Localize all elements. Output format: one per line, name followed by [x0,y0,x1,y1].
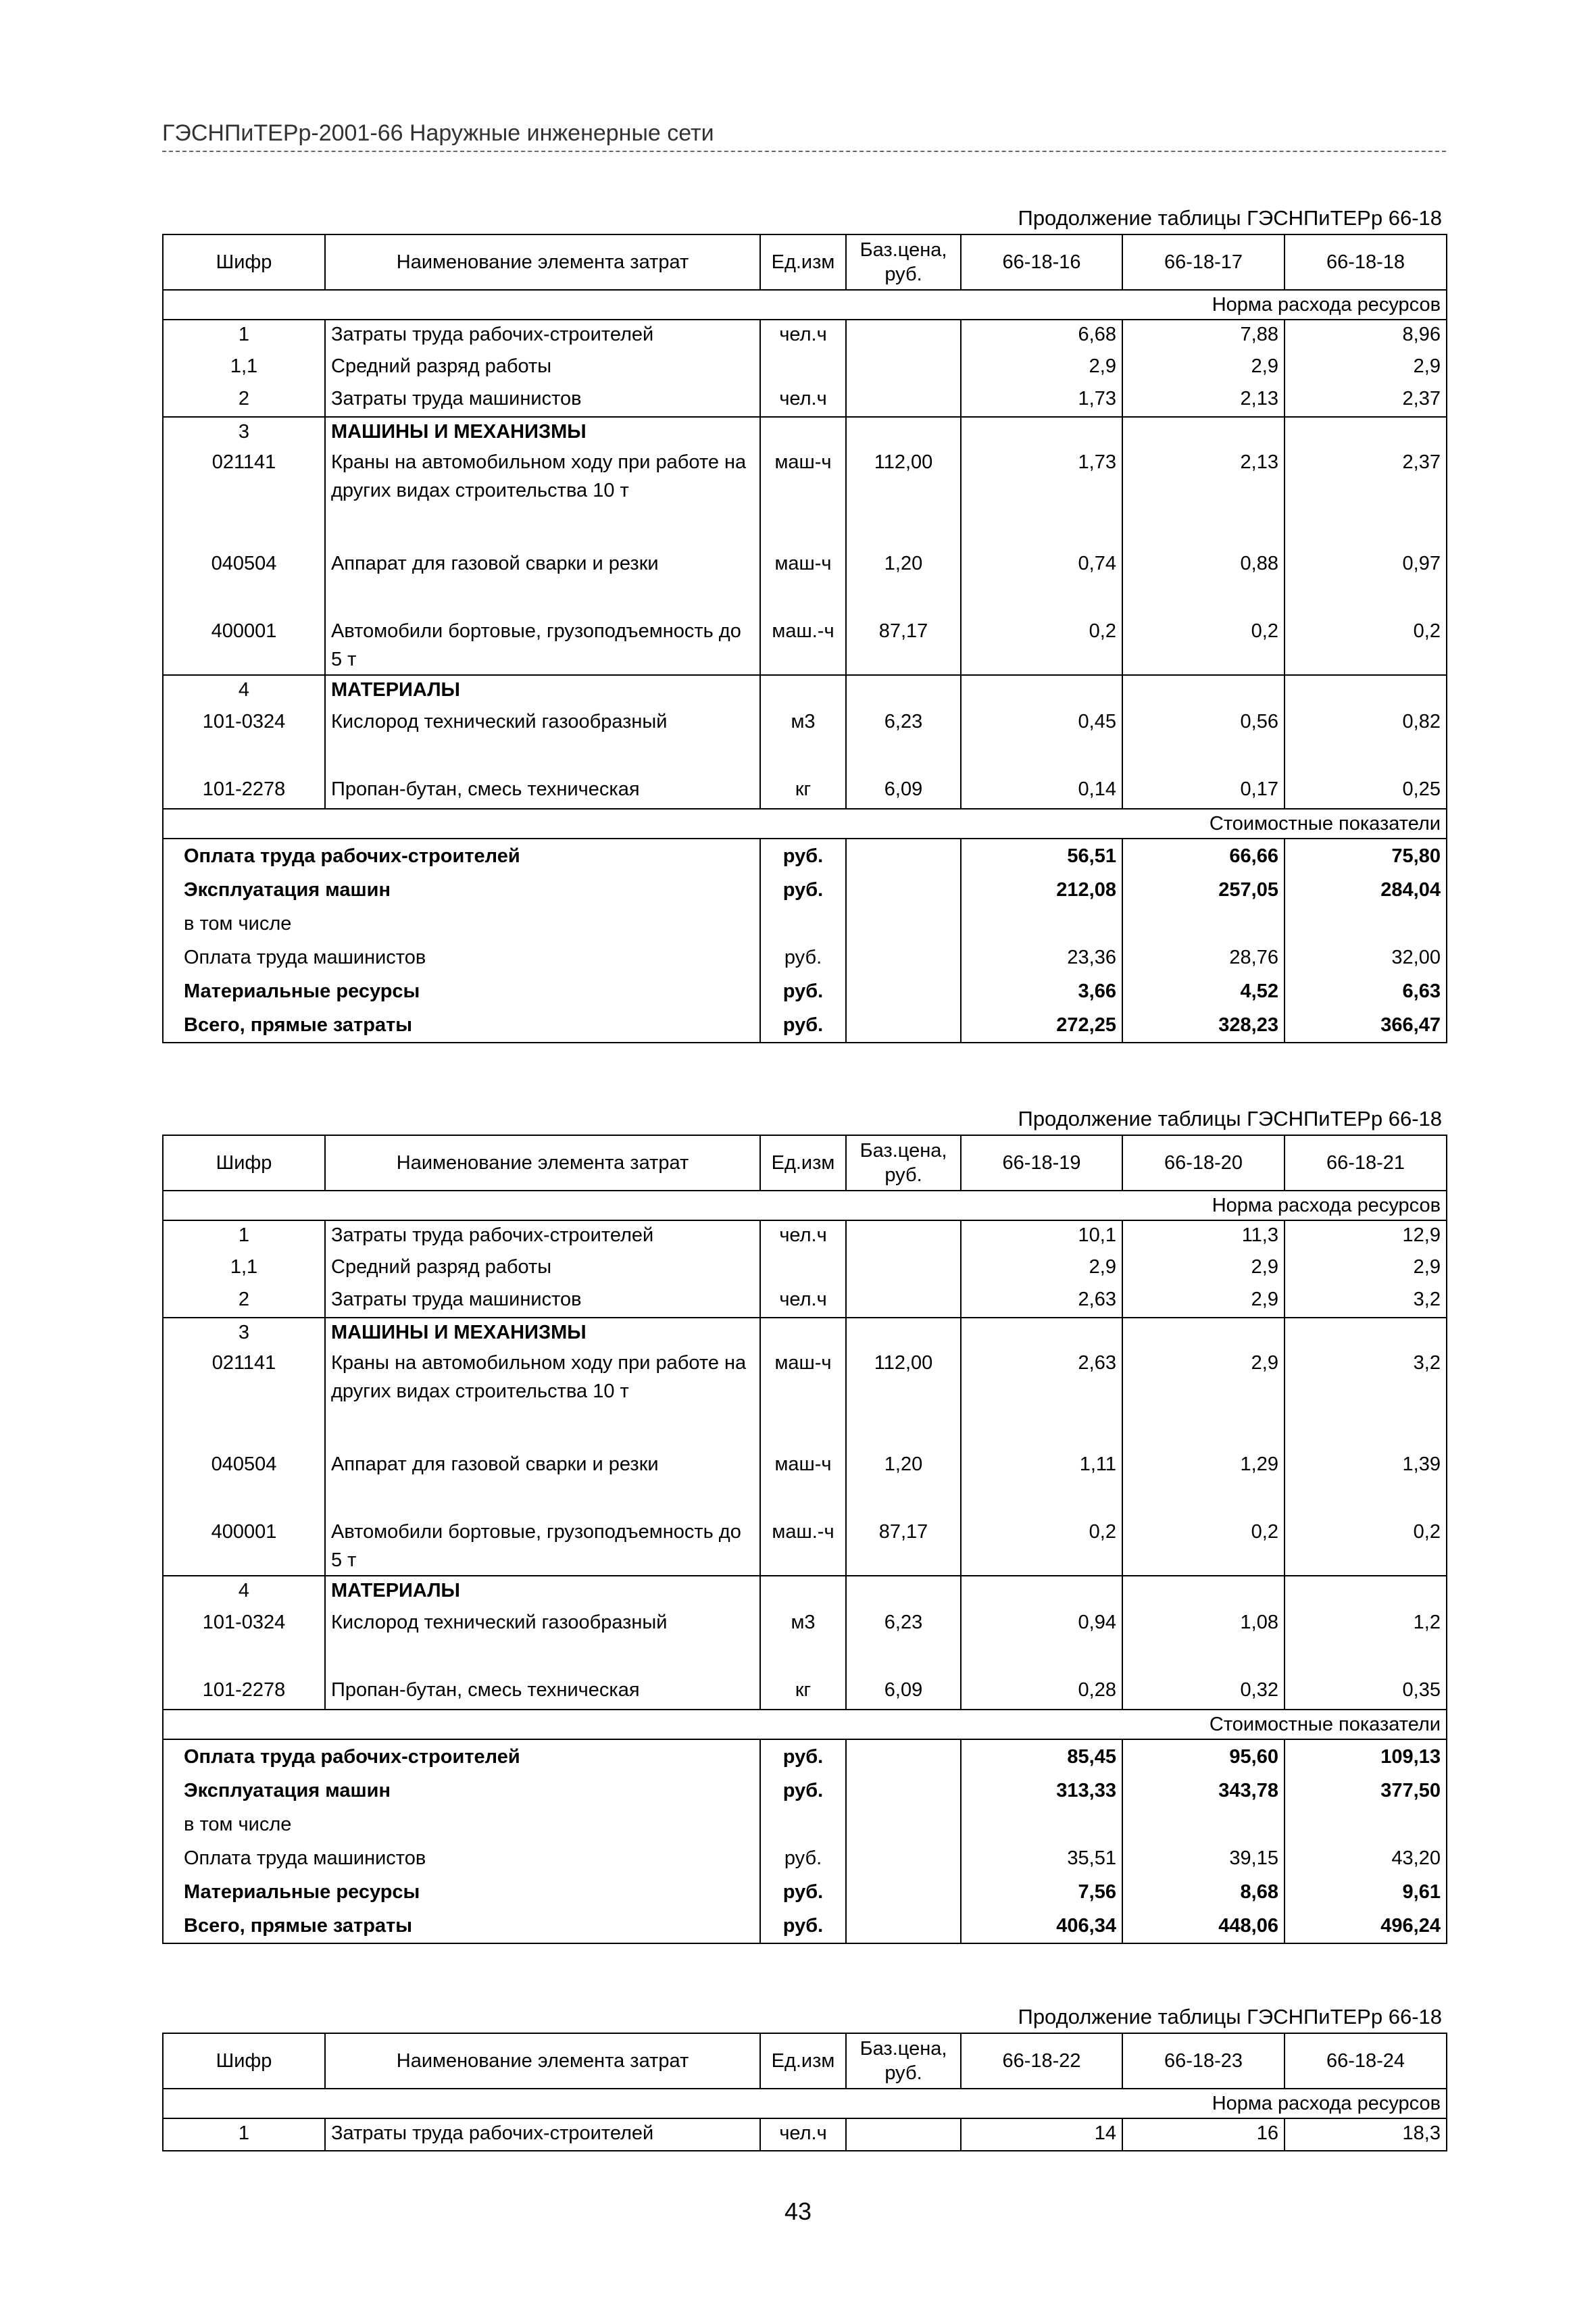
summary-value-3: 377,50 [1285,1774,1447,1808]
summary-unit: руб. [760,941,846,974]
row-value-3: 0,97 [1285,549,1447,617]
table-caption: Продолжение таблицы ГЭСНПиТЕРр 66-18 [1018,206,1442,230]
row-name: МАШИНЫ И МЕХАНИЗМЫ [325,1318,760,1349]
row-value-3: 0,2 [1285,1518,1447,1576]
row-value-1: 2,63 [961,1349,1122,1450]
table-row [163,707,1447,775]
summary-label: Оплата труда рабочих-строителей [163,839,760,873]
row-code: 1,1 [163,352,325,384]
summary-price-empty [846,873,961,907]
page-header: ГЭСНПиТЕРр-2001-66 Наружные инженерные сети [162,120,1446,152]
norm-label: Норма расхода ресурсов [163,290,1447,320]
row-price [846,675,961,707]
row-name: Краны на автомобильном ходу при работе на других видах строительства 10 т [325,448,760,549]
summary-unit: руб. [760,1875,846,1909]
col-header-code: Шифр [163,2033,325,2089]
summary-value-2: 95,60 [1122,1739,1285,1774]
col-header-unit: Ед.изм [760,1135,846,1191]
row-value-3 [1285,1318,1447,1349]
row-code: 101-2278 [163,775,325,809]
summary-label: Всего, прямые затраты [163,1909,760,1943]
table-row [163,320,1447,352]
col-header-code-1: 66-18-16 [961,234,1122,290]
row-value-2: 2,9 [1122,352,1285,384]
row-value-3: 2,37 [1285,384,1447,417]
row-unit [760,1576,846,1608]
summary-row [163,1008,1447,1043]
summary-value-2: 328,23 [1122,1008,1285,1043]
summary-value-2: 4,52 [1122,974,1285,1008]
row-unit: маш-ч [760,1450,846,1518]
summary-label: Материальные ресурсы [163,974,760,1008]
row-value-1 [961,417,1122,448]
page-number: 43 [784,2197,812,2225]
row-value-2 [1122,417,1285,448]
resource-table-2 [162,1103,1446,1944]
row-value-2: 11,3 [1122,1220,1285,1253]
table-row [163,1285,1447,1318]
row-name: Средний разряд работы [325,1253,760,1285]
row-value-1: 1,11 [961,1450,1122,1518]
col-header-unit: Ед.изм [760,234,846,290]
summary-value-3: 366,47 [1285,1008,1447,1043]
row-price: 112,00 [846,448,961,549]
summary-value-2: 343,78 [1122,1774,1285,1808]
summary-value-2: 257,05 [1122,873,1285,907]
row-code: 1 [163,1220,325,1253]
summary-unit [760,907,846,941]
summary-label: Материальные ресурсы [163,1875,760,1909]
table-row [163,417,1447,448]
row-value-1: 0,94 [961,1608,1122,1676]
col-header-price: Баз.цена, руб. [846,2033,961,2089]
table-row [163,1676,1447,1710]
summary-value-1: 7,56 [961,1875,1122,1909]
row-unit: чел.ч [760,320,846,352]
row-code: 400001 [163,617,325,675]
row-code: 101-2278 [163,1676,325,1710]
row-code: 1 [163,320,325,352]
row-unit: кг [760,775,846,809]
row-value-2: 0,88 [1122,549,1285,617]
summary-value-3: 75,80 [1285,839,1447,873]
row-value-2: 16 [1122,2118,1285,2151]
row-value-3: 0,2 [1285,617,1447,675]
summary-price-empty [846,1739,961,1774]
summary-row [163,1875,1447,1909]
summary-value-1: 406,34 [961,1909,1122,1943]
norm-label: Норма расхода ресурсов [163,2089,1447,2118]
summary-price-empty [846,839,961,873]
summary-value-1: 56,51 [961,839,1122,873]
summary-value-1 [961,1808,1122,1841]
summary-row [163,1841,1447,1875]
row-price: 6,23 [846,1608,961,1676]
row-price: 87,17 [846,617,961,675]
table-row [163,675,1447,707]
row-unit: чел.ч [760,384,846,417]
row-value-3: 0,35 [1285,1676,1447,1710]
row-name: Аппарат для газовой сварки и резки [325,1450,760,1518]
row-value-1: 1,73 [961,448,1122,549]
row-code: 4 [163,1576,325,1608]
col-header-code-2: 66-18-17 [1122,234,1285,290]
col-header-code-1: 66-18-19 [961,1135,1122,1191]
row-unit [760,675,846,707]
row-unit: маш.-ч [760,617,846,675]
row-value-2: 0,32 [1122,1676,1285,1710]
row-value-1 [961,1576,1122,1608]
table-row [163,384,1447,417]
row-price [846,1285,961,1318]
row-code: 3 [163,1318,325,1349]
row-value-1: 10,1 [961,1220,1122,1253]
col-header-code-1: 66-18-22 [961,2033,1122,2089]
summary-label: в том числе [163,1808,760,1841]
summary-value-1: 212,08 [961,873,1122,907]
summary-row [163,1774,1447,1808]
row-value-2 [1122,1318,1285,1349]
row-code: 021141 [163,1349,325,1450]
row-value-2: 1,29 [1122,1450,1285,1518]
summary-unit: руб. [760,839,846,873]
summary-value-3: 9,61 [1285,1875,1447,1909]
summary-value-2: 39,15 [1122,1841,1285,1875]
col-header-price: Баз.цена, руб. [846,1135,961,1191]
row-value-1: 1,73 [961,384,1122,417]
cost-label: Стоимостные показатели [163,809,1447,839]
summary-value-3: 496,24 [1285,1909,1447,1943]
summary-price-empty [846,1875,961,1909]
row-value-2: 0,2 [1122,617,1285,675]
row-name: Кислород технический газообразный [325,707,760,775]
row-name: Затраты труда рабочих-строителей [325,320,760,352]
row-value-2 [1122,675,1285,707]
summary-price-empty [846,1841,961,1875]
resource-table-3 [162,2001,1446,2151]
row-value-3: 8,96 [1285,320,1447,352]
summary-row [163,974,1447,1008]
col-header-code: Шифр [163,234,325,290]
row-value-2: 0,56 [1122,707,1285,775]
summary-unit: руб. [760,974,846,1008]
row-value-3: 2,9 [1285,352,1447,384]
row-price [846,1253,961,1285]
row-price: 6,09 [846,775,961,809]
table-row [163,1220,1447,1253]
cost-label: Стоимостные показатели [163,1710,1447,1739]
row-value-1 [961,675,1122,707]
row-price [846,384,961,417]
row-code: 2 [163,1285,325,1318]
summary-value-3: 32,00 [1285,941,1447,974]
row-code: 040504 [163,1450,325,1518]
table-caption: Продолжение таблицы ГЭСНПиТЕРр 66-18 [1018,1107,1442,1130]
row-price: 112,00 [846,1349,961,1450]
row-unit: м3 [760,707,846,775]
summary-label: в том числе [163,907,760,941]
row-name: Кислород технический газообразный [325,1608,760,1676]
table-row [163,448,1447,549]
row-unit: чел.ч [760,1285,846,1318]
summary-row [163,1909,1447,1943]
row-price [846,1220,961,1253]
col-header-code-2: 66-18-23 [1122,2033,1285,2089]
row-price: 6,23 [846,707,961,775]
summary-price-empty [846,1008,961,1043]
row-value-3: 2,37 [1285,448,1447,549]
summary-value-3 [1285,907,1447,941]
col-header-code: Шифр [163,1135,325,1191]
row-name: Средний разряд работы [325,352,760,384]
row-unit: маш-ч [760,1349,846,1450]
row-code: 3 [163,417,325,448]
summary-price-empty [846,907,961,941]
col-header-price: Баз.цена, руб. [846,234,961,290]
summary-value-2 [1122,907,1285,941]
summary-price-empty [846,1774,961,1808]
row-price: 1,20 [846,549,961,617]
norm-label: Норма расхода ресурсов [163,1191,1447,1220]
row-code: 101-0324 [163,1608,325,1676]
summary-unit [760,1808,846,1841]
summary-row [163,873,1447,907]
row-unit: маш.-ч [760,1518,846,1576]
summary-value-2: 28,76 [1122,941,1285,974]
row-value-1: 0,2 [961,617,1122,675]
row-unit [760,417,846,448]
summary-value-2: 448,06 [1122,1909,1285,1943]
row-value-3 [1285,1576,1447,1608]
col-header-unit: Ед.изм [760,2033,846,2089]
summary-price-empty [846,1808,961,1841]
row-value-3: 18,3 [1285,2118,1447,2151]
row-value-3: 0,25 [1285,775,1447,809]
row-unit: кг [760,1676,846,1710]
row-value-3: 3,2 [1285,1285,1447,1318]
row-value-2: 0,2 [1122,1518,1285,1576]
row-value-2: 2,9 [1122,1349,1285,1450]
row-code: 4 [163,675,325,707]
summary-value-3: 284,04 [1285,873,1447,907]
row-value-2: 2,13 [1122,448,1285,549]
col-header-code-3: 66-18-21 [1285,1135,1447,1191]
summary-label: Оплата труда рабочих-строителей [163,1739,760,1774]
row-value-3: 2,9 [1285,1253,1447,1285]
row-value-1: 0,28 [961,1676,1122,1710]
resource-table-1 [162,203,1446,1043]
summary-value-1: 272,25 [961,1008,1122,1043]
row-price: 6,09 [846,1676,961,1710]
row-value-2: 2,13 [1122,384,1285,417]
row-name: Аппарат для газовой сварки и резки [325,549,760,617]
summary-price-empty [846,974,961,1008]
summary-price-empty [846,941,961,974]
row-value-3 [1285,417,1447,448]
table-row [163,1608,1447,1676]
row-price [846,1576,961,1608]
summary-label: Всего, прямые затраты [163,1008,760,1043]
row-name: Затраты труда машинистов [325,1285,760,1318]
summary-value-1: 23,36 [961,941,1122,974]
row-value-1: 0,14 [961,775,1122,809]
table-caption: Продолжение таблицы ГЭСНПиТЕРр 66-18 [1018,2005,1442,2028]
row-value-2: 1,08 [1122,1608,1285,1676]
row-unit [760,352,846,384]
row-code: 2 [163,384,325,417]
row-value-2 [1122,1576,1285,1608]
row-value-2: 2,9 [1122,1285,1285,1318]
summary-unit: руб. [760,1909,846,1943]
table-row [163,1349,1447,1450]
row-price: 1,20 [846,1450,961,1518]
col-header-code-2: 66-18-20 [1122,1135,1285,1191]
row-value-1: 0,45 [961,707,1122,775]
row-unit [760,1318,846,1349]
row-unit: маш-ч [760,448,846,549]
summary-value-1 [961,907,1122,941]
row-code: 040504 [163,549,325,617]
summary-row [163,941,1447,974]
row-name: МАТЕРИАЛЫ [325,675,760,707]
col-header-code-3: 66-18-24 [1285,2033,1447,2089]
row-code: 101-0324 [163,707,325,775]
summary-value-1: 85,45 [961,1739,1122,1774]
summary-value-3: 6,63 [1285,974,1447,1008]
row-price: 87,17 [846,1518,961,1576]
summary-unit: руб. [760,1774,846,1808]
summary-label: Оплата труда машинистов [163,1841,760,1875]
row-unit: чел.ч [760,1220,846,1253]
table-row [163,1450,1447,1518]
col-header-name: Наименование элемента затрат [325,234,760,290]
row-value-3 [1285,675,1447,707]
summary-row [163,1739,1447,1774]
row-name: Затраты труда машинистов [325,384,760,417]
row-value-1: 0,2 [961,1518,1122,1576]
row-name: Краны на автомобильном ходу при работе на других видах строительства 10 т [325,1349,760,1450]
summary-row [163,839,1447,873]
summary-unit: руб. [760,873,846,907]
row-code: 021141 [163,448,325,549]
row-value-2: 2,9 [1122,1253,1285,1285]
row-value-2: 7,88 [1122,320,1285,352]
col-header-code-3: 66-18-18 [1285,234,1447,290]
summary-value-3 [1285,1808,1447,1841]
table-row [163,549,1447,617]
row-code: 400001 [163,1518,325,1576]
row-price [846,417,961,448]
row-price [846,1318,961,1349]
row-value-1: 14 [961,2118,1122,2151]
summary-value-1: 3,66 [961,974,1122,1008]
col-header-name: Наименование элемента затрат [325,2033,760,2089]
row-unit [760,1253,846,1285]
row-name: МАШИНЫ И МЕХАНИЗМЫ [325,417,760,448]
summary-value-2: 66,66 [1122,839,1285,873]
summary-value-2: 8,68 [1122,1875,1285,1909]
summary-unit: руб. [760,1739,846,1774]
table-row [163,775,1447,809]
row-name: Затраты труда рабочих-строителей [325,1220,760,1253]
row-value-1: 6,68 [961,320,1122,352]
table-row [163,352,1447,384]
row-value-2: 0,17 [1122,775,1285,809]
row-value-3: 12,9 [1285,1220,1447,1253]
row-price [846,320,961,352]
summary-label: Эксплуатация машин [163,1774,760,1808]
table-row [163,617,1447,675]
summary-value-1: 313,33 [961,1774,1122,1808]
row-name: Автомобили бортовые, грузоподъемность до 5 т [325,617,760,675]
row-name: МАТЕРИАЛЫ [325,1576,760,1608]
table-row [163,1318,1447,1349]
row-unit: чел.ч [760,2118,846,2151]
row-name: Автомобили бортовые, грузоподъемность до 5 т [325,1518,760,1576]
col-header-name: Наименование элемента затрат [325,1135,760,1191]
row-value-1: 2,63 [961,1285,1122,1318]
summary-value-3: 43,20 [1285,1841,1447,1875]
table-row [163,2118,1447,2151]
summary-row [163,907,1447,941]
summary-value-1: 35,51 [961,1841,1122,1875]
row-value-1: 2,9 [961,352,1122,384]
row-value-3: 0,82 [1285,707,1447,775]
summary-value-2 [1122,1808,1285,1841]
summary-value-3: 109,13 [1285,1739,1447,1774]
summary-unit: руб. [760,1841,846,1875]
summary-label: Оплата труда машинистов [163,941,760,974]
row-code: 1 [163,2118,325,2151]
table-row [163,1518,1447,1576]
row-name: Пропан-бутан, смесь техническая [325,1676,760,1710]
row-unit: маш-ч [760,549,846,617]
row-code: 1,1 [163,1253,325,1285]
summary-row [163,1808,1447,1841]
summary-price-empty [846,1909,961,1943]
table-row [163,1576,1447,1608]
row-value-1: 2,9 [961,1253,1122,1285]
row-value-3: 1,39 [1285,1450,1447,1518]
row-name: Затраты труда рабочих-строителей [325,2118,760,2151]
row-unit: м3 [760,1608,846,1676]
row-value-1: 0,74 [961,549,1122,617]
summary-label: Эксплуатация машин [163,873,760,907]
row-price [846,352,961,384]
row-name: Пропан-бутан, смесь техническая [325,775,760,809]
row-value-3: 3,2 [1285,1349,1447,1450]
row-value-3: 1,2 [1285,1608,1447,1676]
summary-unit: руб. [760,1008,846,1043]
row-value-1 [961,1318,1122,1349]
table-row [163,1253,1447,1285]
row-price [846,2118,961,2151]
